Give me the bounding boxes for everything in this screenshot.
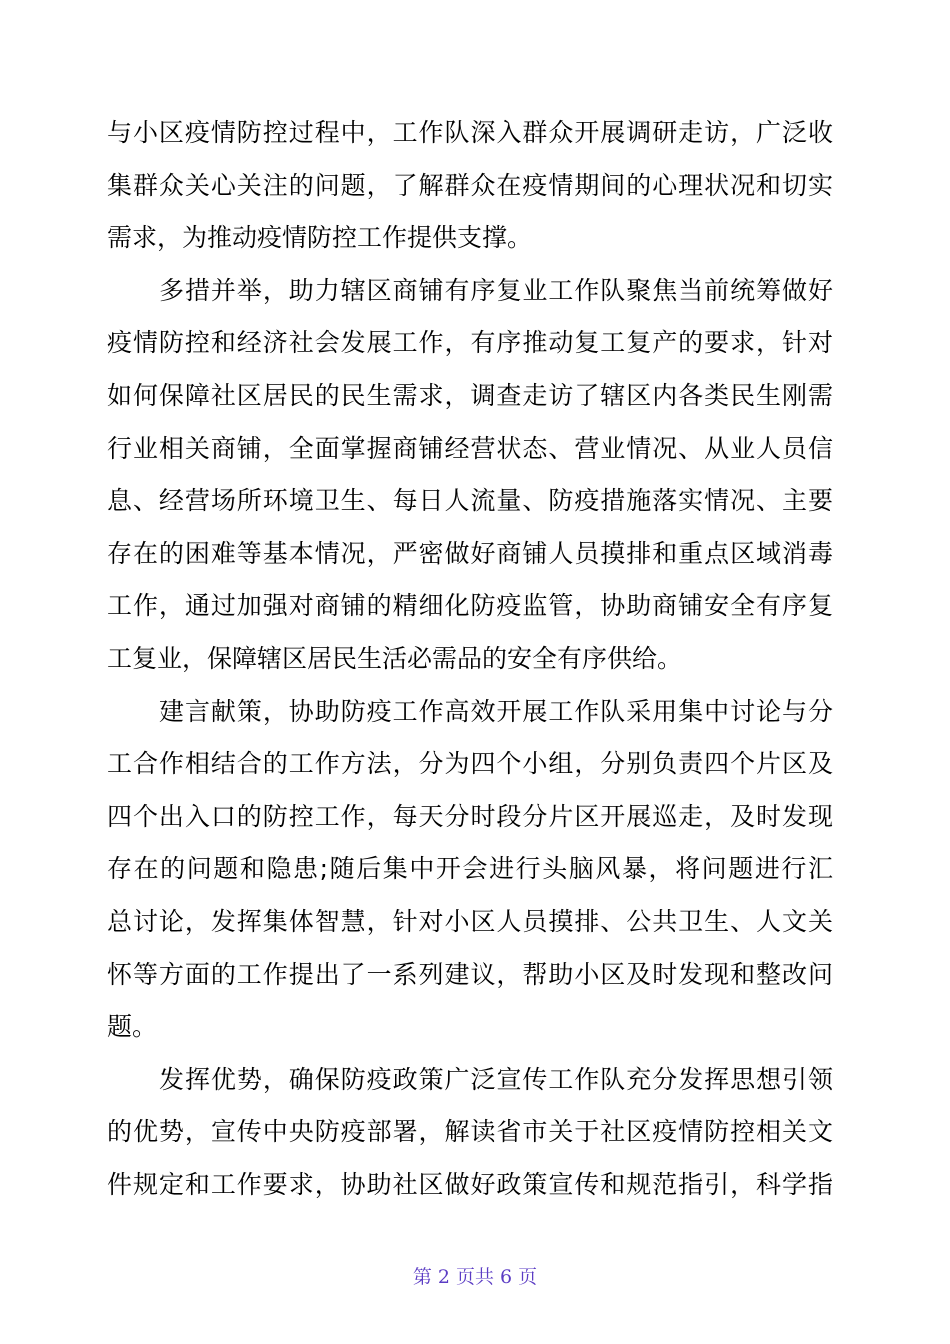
- paragraph-first-line: 建言献策，协助防疫工作高效开展工作队采用集中讨论与分: [159, 696, 833, 726]
- text-line: 如何保障社区居民的民生需求，调查走访了辖区内各类民生刚需: [107, 380, 833, 410]
- text-line: 需求，为推动疫情防控工作提供支撑。: [107, 223, 533, 253]
- paragraph-first-line: 多措并举，助力辖区商铺有序复业工作队聚焦当前统筹做好: [159, 275, 833, 305]
- text-line: 集群众关心关注的问题，了解群众在疫情期间的心理状况和切实: [107, 170, 833, 200]
- text-line: 存在的困难等基本情况，严密做好商铺人员摸排和重点区域消毒: [107, 538, 833, 568]
- paragraph-first-line: 发挥优势，确保防疫政策广泛宣传工作队充分发挥思想引领: [159, 1064, 833, 1094]
- text-line: 四个出入口的防控工作，每天分时段分片区开展巡走，及时发现: [107, 801, 833, 831]
- text-line: 疫情防控和经济社会发展工作，有序推动复工复产的要求，针对: [107, 328, 833, 358]
- text-line: 怀等方面的工作提出了一系列建议，帮助小区及时发现和整改问: [107, 959, 833, 989]
- text-line: 工合作相结合的工作方法，分为四个小组，分别负责四个片区及: [107, 749, 833, 779]
- text-line: 工复业，保障辖区居民生活必需品的安全有序供给。: [107, 643, 683, 673]
- text-line: 件规定和工作要求，协助社区做好政策宣传和规范指引，科学指: [107, 1169, 833, 1199]
- text-line: 的优势，宣传中央防疫部署，解读省市关于社区疫情防控相关文: [107, 1117, 833, 1147]
- text-line: 总讨论，发挥集体智慧，针对小区人员摸排、公共卫生、人文关: [107, 906, 833, 936]
- page-number-footer: 第 2 页共 6 页: [412, 1266, 538, 1288]
- text-line: 工作，通过加强对商铺的精细化防疫监管，协助商铺安全有序复: [107, 591, 833, 621]
- text-line: 存在的问题和隐患;随后集中开会进行头脑风暴，将问题进行汇: [107, 854, 833, 884]
- document-body: [107, 107, 833, 1211]
- text-line: 息、经营场所环境卫生、每日人流量、防疫措施落实情况、主要: [107, 486, 833, 516]
- text-line: 行业相关商铺，全面掌握商铺经营状态、营业情况、从业人员信: [107, 433, 833, 463]
- text-line: 题。: [107, 1012, 158, 1042]
- text-line: 与小区疫情防控过程中，工作队深入群众开展调研走访，广泛收: [107, 118, 833, 147]
